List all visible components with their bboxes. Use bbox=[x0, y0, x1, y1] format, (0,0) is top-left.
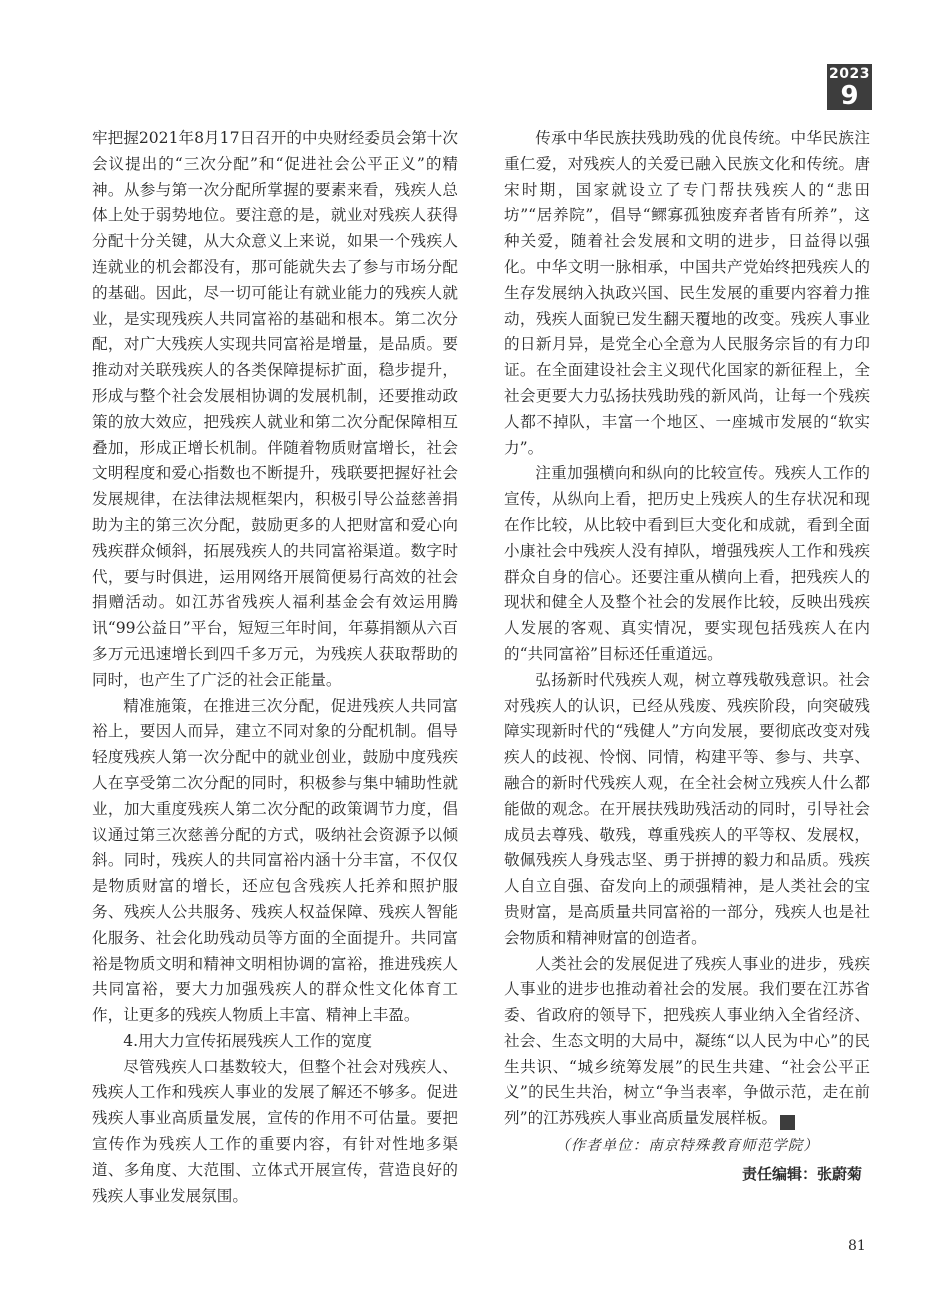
left-paragraph-3: 尽管残疾人口基数较大，但整个社会对残疾人、残疾人工作和残疾人事业的发展了解还不够多。促进残疾人事业高质量发展，宣传的作用不可估量。要把宣传作为残疾人工作的重要内容，有针对性地多渠道、多角度、大范围、立体式开展宣传，营造良好的残疾人事业发展氛围。 bbox=[92, 1057, 458, 1205]
right-paragraph-4 bbox=[504, 952, 870, 1133]
left-column bbox=[92, 126, 458, 1209]
page-number: 81 bbox=[848, 1238, 866, 1254]
right-column bbox=[504, 126, 870, 1188]
right-paragraph-3: 弘扬新时代残疾人观，树立尊残敬残意识。社会对残疾人的认识，已经从残废、残疾阶段，向突破残障实现新时代的“残健人”方向发展，要彻底改变对残疾人的歧视、怜悯、同情，构建平等、参与、共享、融合的新时代残疾人观，在全社会树立残疾人什么都能做的观念。在开展扶残助残活动的同时，引导社会成员去尊残、敬残，尊重残疾人的平等权、发展权，敬佩残疾人身残志坚、勇于拼搏的毅力和品质。残疾人自立自强、奋发向上的顽强精神，是人类社会的宝贵财富，是高质量共同富裕的一部分，残疾人也是社会物质和精神财富的创造者。 bbox=[504, 670, 870, 947]
issue-number: 9 bbox=[840, 81, 859, 111]
right-paragraph-2: 注重加强横向和纵向的比较宣传。残疾人工作的宣传，从纵向上看，把历史上残疾人的生存状况和现在作比较，从比较中看到巨大变化和成就，看到全面小康社会中残疾人没有掉队，增强残疾人工作和残疾群众自身的信心。还要注重从横向上看，把残疾人的现状和健全人及整个社会的发展作比较，反映出残疾人发展的客观、真实情况，要实现包括残疾人在内的“共同富裕”目标还任重道远。 bbox=[504, 464, 870, 663]
section-heading-4: 4.用大力宣传拓展残疾人工作的宽度 bbox=[123, 1031, 372, 1050]
end-mark-icon: 江 bbox=[780, 1115, 795, 1130]
issue-badge bbox=[827, 64, 872, 110]
conclusion-text: 人类社会的发展促进了残疾人事业的进步，残疾人事业的进步也推动着社会的发展。我们要在江苏省委、省政府的领导下，把残疾人事业纳入全省经济、社会、生态文明的大局中，凝练“以人民为中心”的民生共识、“城乡统筹发展”的民生共建、“社会公平正义”的民生共治，树立“争当表率，争做示范，走在前列”的江苏残疾人事业高质量发展样板。 bbox=[504, 954, 870, 1128]
left-paragraph-1: 牢把握2021年8月17日召开的中央财经委员会第十次会议提出的“三次分配”和“促进社会公平正义”的精神。从参与第一次分配所掌握的要素来看，残疾人总体上处于弱势地位。要注意的是，就业对残疾人获得分配十分关键，从大众意义上来说，如果一个残疾人连就业的机会都没有，那可能就失去了参与市场分配的基础。因此，尽一切可能让有就业能力的残疾人就业，是实现残疾人共同富裕的基础和根本。第二次分配，对广大残疾人实现共同富裕是增量，是品质。要推动对关联残疾人的各类保障提标扩面，稳步提升，形成与整个社会发展相协调的发展机制，还要推动政策的放大效应，把残疾人就业和第二次分配保障相互叠加，形成正增长机制。伴随着物质财富增长，社会文明程度和爱心指数也不断提升，残联要把握好社会发展规律，在法律法规框架内，积极引导公益慈善捐助为主的第三次分配，鼓励更多的人把财富和爱心向残疾群众倾斜，拓展残疾人的共同富裕渠道。数字时代，要与时俱进，运用网络开展简便易行高效的社会捐赠活动。如江苏省残疾人福利基金会有效运用腾讯“99公益日”平台，短短三年时间，年募捐额从六百多万元迅速增长到四千多万元，为残疾人获取帮助的同时，也产生了广泛的社会正能量。 bbox=[92, 129, 458, 689]
author-affiliation: （作者单位：南京特殊教育师范学院） bbox=[555, 1138, 819, 1155]
left-paragraph-2: 精准施策，在推进三次分配，促进残疾人共同富裕上，要因人而异，建立不同对象的分配机制。倡导轻度残疾人第一次分配中的就业创业，鼓励中度残疾人在享受第二次分配的同时，积极参与集中辅助性就业，加大重度残疾人第二次分配的政策调节力度，倡议通过第三次慈善分配的方式，吸纳社会资源予以倾斜。同时，残疾人的共同富裕内涵十分丰富，不仅仅是物质财富的增长，还应包含残疾人托养和照护服务、残疾人公共服务、残疾人权益保障、残疾人智能化服务、社会化助残动员等方面的全面提升。共同富裕是物质文明和精神文明相协调的富裕，推进残疾人共同富裕，要大力加强残疾人的群众性文化体育工作，让更多的残疾人物质上丰富、精神上丰盈。 bbox=[92, 696, 458, 1025]
right-paragraph-1: 传承中华民族扶残助残的优良传统。中华民族注重仁爱，对残疾人的关爱已融入民族文化和传统。唐宋时期，国家就设立了专门帮扶残疾人的“悲田坊”“居养院”，倡导“鳏寡孤独废弃者皆有所养”，这种关爱，随着社会发展和文明的进步，日益得以强化。中华文明一脉相承，中国共产党始终把残疾人的生存发展纳入执政兴国、民生发展的重要内容着力推动，残疾人面貌已发生翻天覆地的改变。残疾人事业的日新月异，是党全心全意为人民服务宗旨的有力印证。在全面建设社会主义现代化国家的新征程上，全社会更要大力弘扬扶残助残的新风尚，让每一个残疾人都不掉队，丰富一个地区、一座城市发展的“软实力”。 bbox=[504, 129, 870, 457]
issue-year: 2023 bbox=[829, 66, 870, 82]
responsible-editor: 责任编辑：张蔚菊 bbox=[741, 1164, 862, 1183]
